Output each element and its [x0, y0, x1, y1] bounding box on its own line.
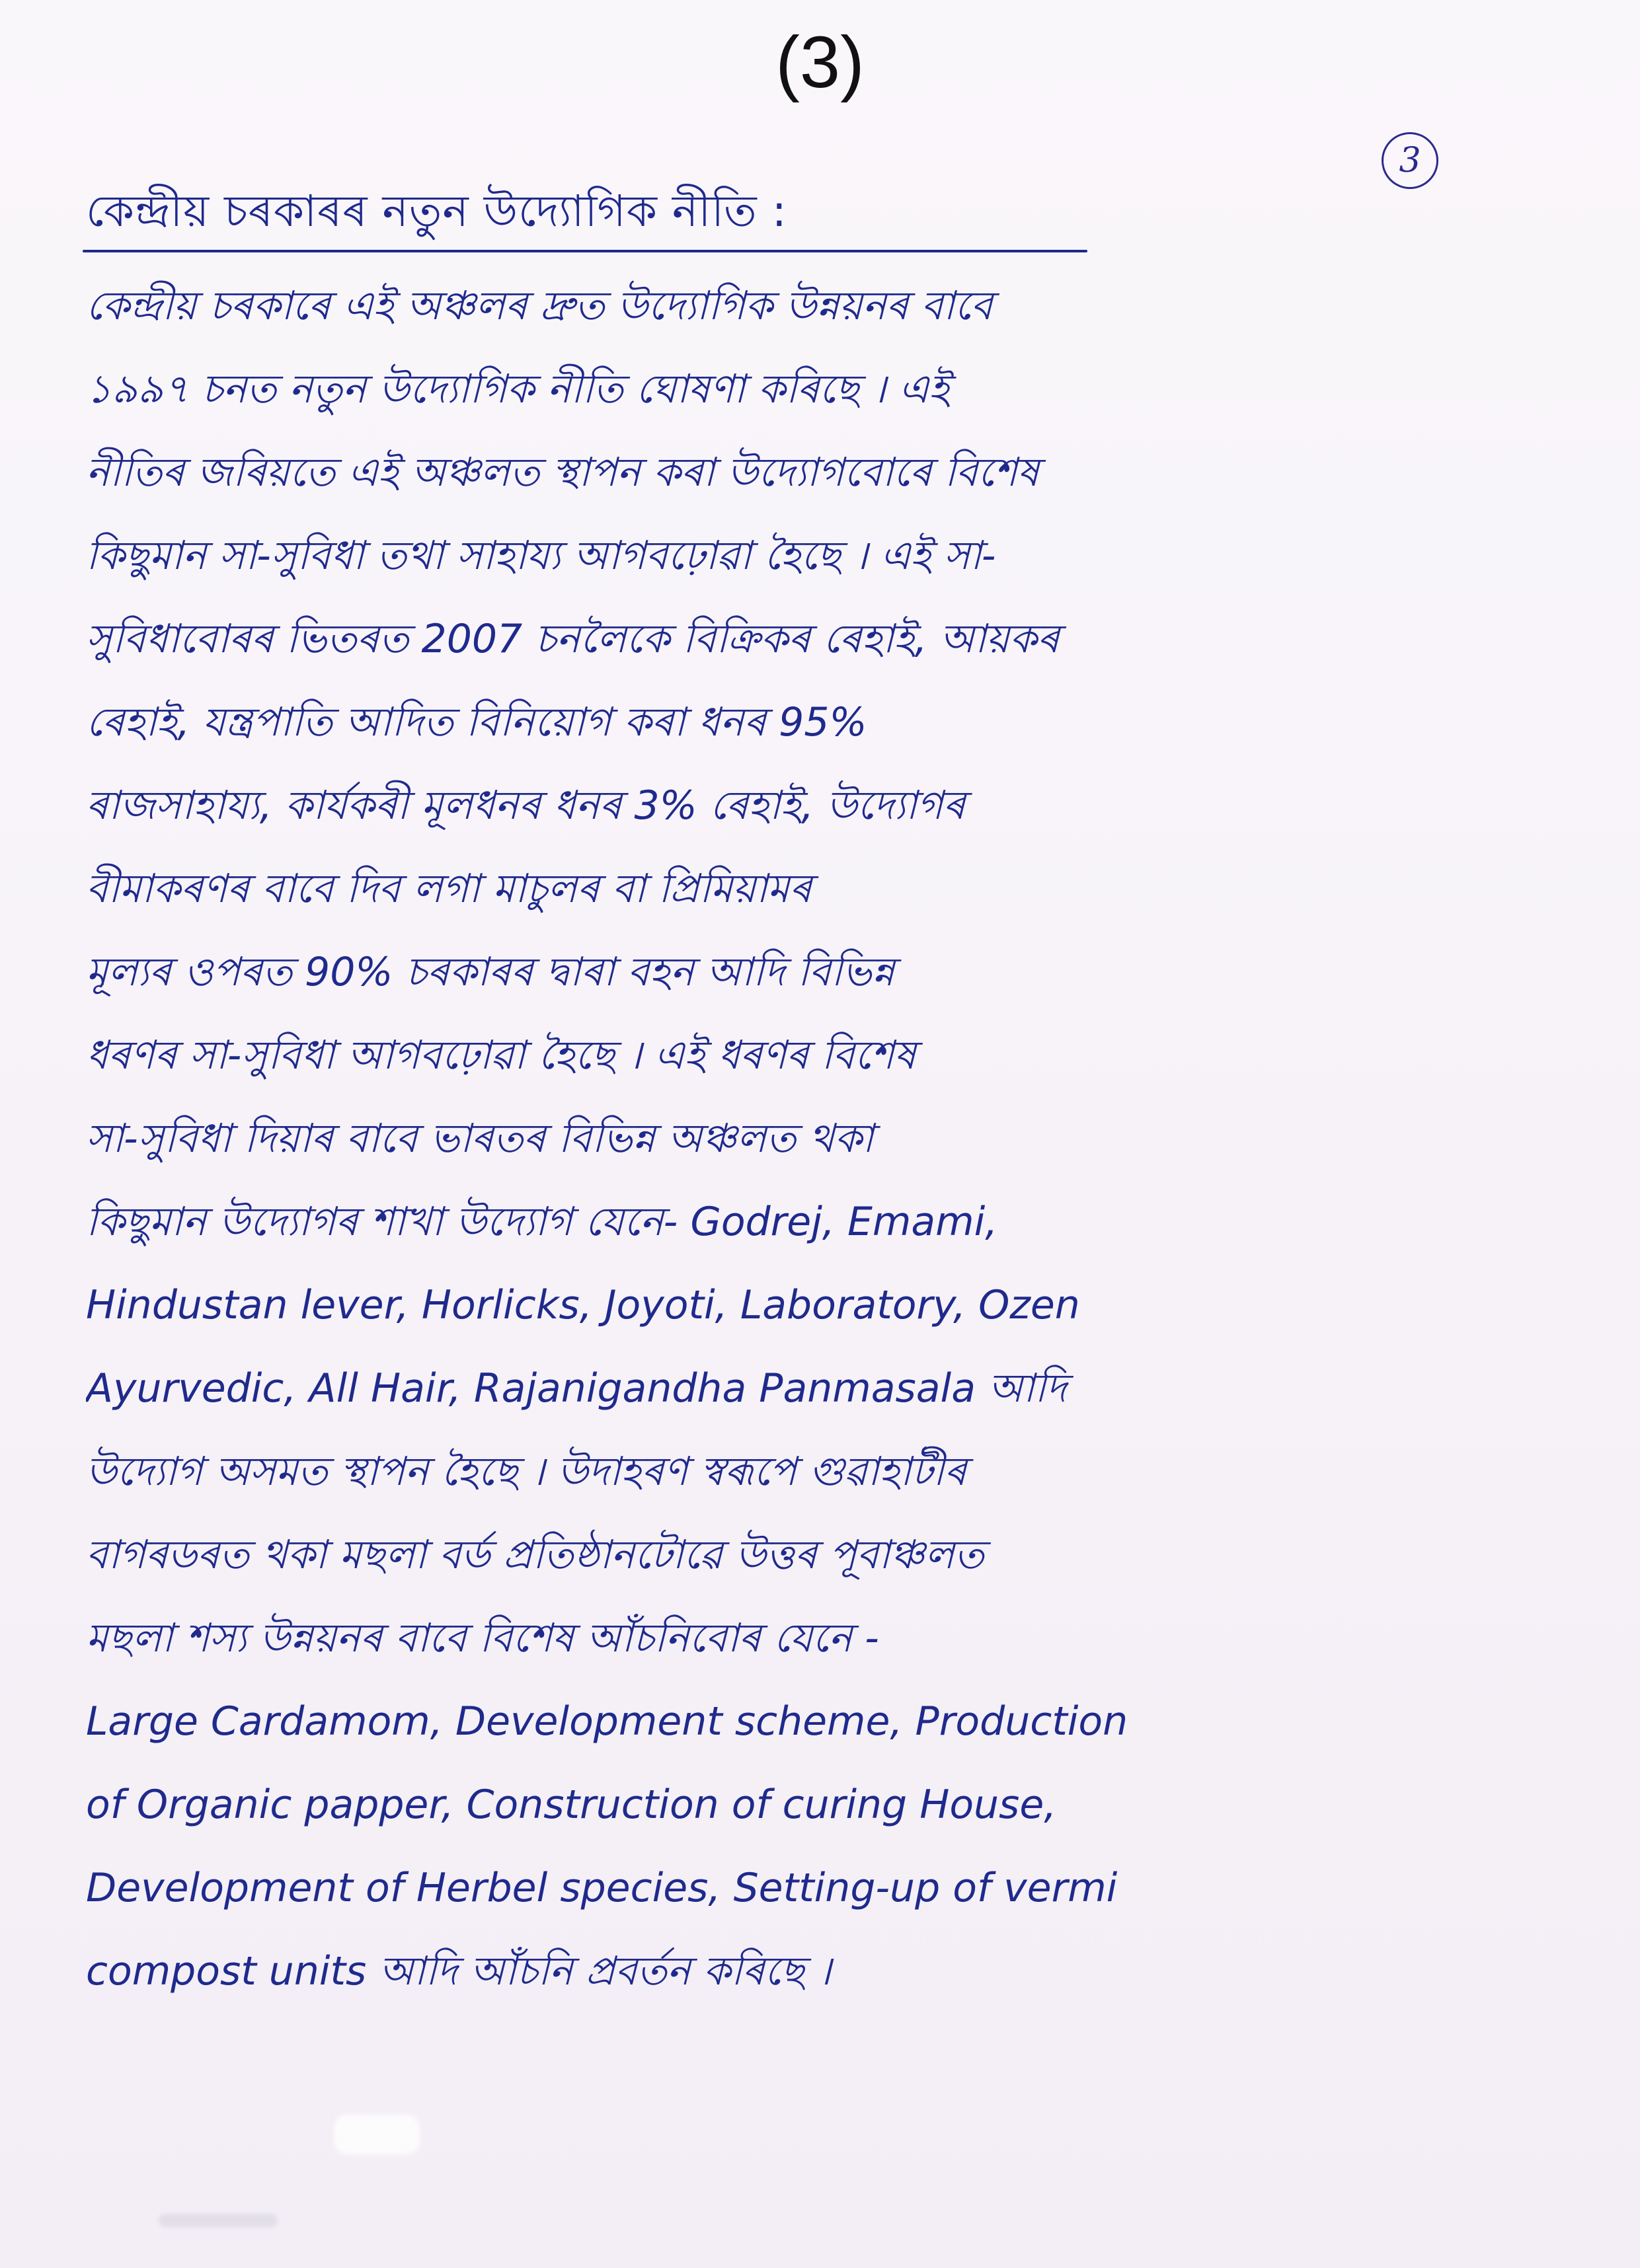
paper-smudge	[159, 2214, 278, 2227]
text-line: ৰেহাই, যন্ত্ৰপাতি আদিত বিনিয়োগ কৰা ধনৰ 95%	[86, 699, 867, 745]
text-line: কিছুমান সা-সুবিধা তথা সাহায্য আগবঢ়োৱা হৈছে । এই সা-	[86, 533, 996, 579]
text-line: কিছুমান উদ্যোগৰ শাখা উদ্যোগ যেনে- Godrej, Emami,	[86, 1199, 998, 1245]
text-line: ১৯৯৭ চনত নতুন উদ্যোগিক নীতি ঘোষণা কৰিছে । এই	[86, 366, 950, 412]
text-line: উদ্যোগ অসমত স্থাপন হৈছে । উদাহৰণ স্বৰূপে গুৱাহাটীৰ	[86, 1449, 967, 1495]
section-heading: কেন্দ্ৰীয় চৰকাৰৰ নতুন উদ্যোগিক নীতি :	[86, 186, 787, 237]
handwritten-paragraph	[86, 264, 1553, 2013]
text-line: ধৰণৰ সা-সুবিধা আগবঢ়োৱা হৈছে । এই ধৰণৰ বিশেষ	[86, 1032, 916, 1078]
text-line: Hindustan lever, Horlicks, Joyoti, Laboratory, Ozen	[86, 1282, 1080, 1328]
text-line: কেন্দ্ৰীয় চৰকাৰে এই অঞ্চলৰ দ্ৰুত উদ্যোগিক উন্নয়নৰ বাবে	[86, 283, 993, 329]
text-line: সা-সুবিধা দিয়াৰ বাবে ভাৰতৰ বিভিন্ন অঞ্চলত থকা	[86, 1115, 874, 1162]
text-line: of Organic papper, Construction of curing House,	[86, 1782, 1057, 1828]
text-line: মছলা শস্য উন্নয়নৰ বাবে বিশেষ আঁচনিবোৰ যেনে -	[86, 1615, 879, 1661]
text-line: বীমাকৰণৰ বাবে দিব লগা মাচুলৰ বা প্ৰিমিয়ামৰ	[86, 866, 812, 912]
circled-page-number: 3	[1382, 132, 1438, 189]
text-line: নীতিৰ জৰিয়তে এই অঞ্চলত স্থাপন কৰা উদ্যোগবোৰে বিশেষ	[86, 449, 1039, 496]
whiteout-mark	[334, 2115, 420, 2154]
text-line: ৰাজসাহায্য, কাৰ্যকৰী মূলধনৰ ধনৰ 3% ৰেহাই, উদ্যোগৰ	[86, 782, 966, 829]
text-line: সুবিধাবোৰৰ ভিতৰত 2007 চনলৈকে বিক্ৰিকৰ ৰেহাই, আয়কৰ	[86, 616, 1060, 662]
heading-underline	[83, 250, 1087, 252]
text-line: বাগৰডৰত থকা মছলা বৰ্ড প্ৰতিষ্ঠানটোৱে উত্তৰ পূবাঞ্চলত	[86, 1532, 984, 1578]
text-line: মূল্যৰ ওপৰত 90% চৰকাৰৰ দ্বাৰা বহন আদি বিভিন্ন	[86, 949, 895, 995]
text-line: Development of Herbel species, Setting-up of vermi	[86, 1865, 1118, 1911]
text-line: Large Cardamom, Development scheme, Production	[86, 1698, 1128, 1745]
page-number: (3)	[775, 22, 865, 103]
text-line: compost units আদি আঁচনি প্ৰবৰ্তন কৰিছে ।	[86, 1948, 832, 1994]
text-line: Ayurvedic, All Hair, Rajanigandha Panmasala আদি	[86, 1365, 1067, 1412]
